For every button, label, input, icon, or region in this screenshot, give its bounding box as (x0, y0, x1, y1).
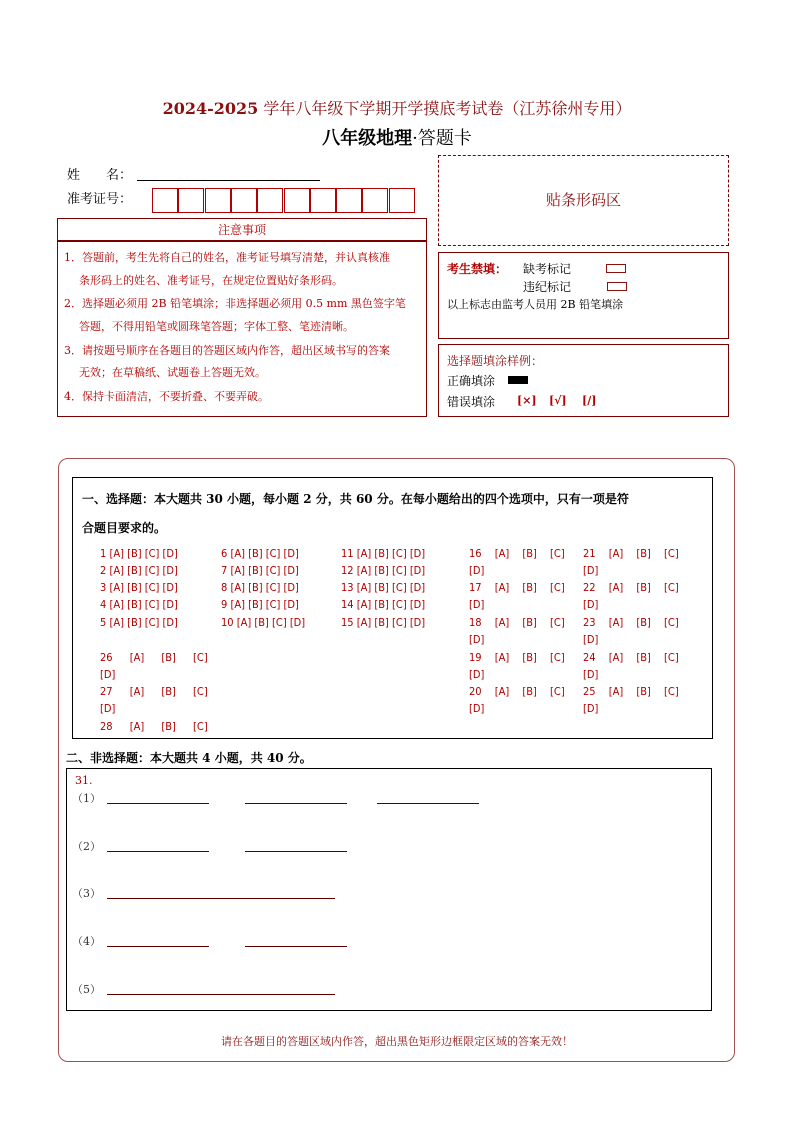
wrong-mark-x: [×] (517, 394, 537, 407)
notice-heading: 注意事项 (57, 218, 427, 241)
answer-blank[interactable] (107, 946, 209, 947)
id-digit-box[interactable] (205, 188, 231, 213)
answer-options[interactable]: [A] [B] [C] [D] (109, 598, 178, 611)
answer-options[interactable]: [A] [B] [C] [D] (356, 564, 426, 577)
question-14 (341, 596, 425, 613)
id-digit-box[interactable] (257, 188, 283, 213)
name-label: 姓 名： (67, 168, 133, 183)
answer-blank[interactable] (245, 851, 347, 852)
notice-line: 4．保持卡面清洁，不要折叠、不要弄破。 (64, 390, 269, 403)
question-number: 14 (341, 598, 354, 611)
answer-options[interactable]: [A] [B] [C] [D] (230, 564, 299, 577)
question-20 (469, 683, 579, 717)
answer-options[interactable]: [A] [B] [C] [D] (469, 616, 565, 646)
notice-line: 1．答题前，考生先将自己的姓名，准考证号填写清楚，并认真核准 (64, 251, 390, 264)
question-16 (469, 545, 579, 579)
question-2 (100, 562, 178, 579)
question-number: 20 (469, 685, 482, 698)
answer-blank[interactable] (107, 803, 209, 804)
answer-options[interactable]: [A] [B] [C] [D] (230, 547, 299, 560)
question-number: 5 (100, 616, 107, 629)
filled-mark-icon (508, 376, 528, 384)
barcode-area: 贴条形码区 (438, 155, 729, 246)
notice-line: 答题，不得用铅笔或圆珠笔答题；字体工整、笔迹清晰。 (79, 320, 354, 333)
subtitle-subject: 八年级地理 (322, 128, 413, 149)
correct-fill-label: 正确填涂 (447, 374, 496, 388)
question-number: 3 (100, 581, 107, 594)
question-number: 19 (469, 651, 482, 664)
question-27 (100, 683, 220, 717)
id-digit-box[interactable] (231, 188, 257, 213)
question-15 (341, 614, 425, 631)
wrong-mark-slash: [/] (582, 394, 597, 407)
question-23 (583, 614, 693, 648)
footer-warning: 请在各题目的答题区域内作答，超出黑色矩形边框限定区域的答案无效！ (221, 1035, 573, 1048)
question-4 (100, 596, 178, 613)
question-number: 28 (100, 720, 113, 733)
violation-label: 违纪标记 (523, 280, 572, 294)
part-label: （1） (72, 792, 101, 805)
question-7 (221, 562, 299, 579)
answer-options[interactable]: [A] [B] [C] [D] (356, 547, 426, 560)
forbidden-note: 以上标志由监考人员用 2B 铅笔填涂 (447, 298, 624, 311)
answer-options[interactable]: [A] [B] [C] [D] (469, 685, 565, 715)
question-number: 4 (100, 598, 107, 611)
question-number: 23 (583, 616, 596, 629)
question-number: 9 (221, 598, 228, 611)
id-digit-box[interactable] (178, 188, 204, 213)
wrong-fill-label: 错误填涂 (447, 395, 496, 409)
answer-options[interactable]: [A] [B] [C] [D] (356, 581, 426, 594)
exam-title (0, 96, 794, 119)
answer-options[interactable]: [A] [B] [C] [D] (109, 564, 178, 577)
id-digit-box[interactable] (152, 188, 178, 213)
answer-blank[interactable] (107, 851, 209, 852)
question-number: 8 (221, 581, 228, 594)
question-10 (221, 614, 305, 631)
question-number: 21 (583, 547, 596, 560)
answer-options[interactable]: [A] [B] [C] [D] (583, 685, 679, 715)
notice-line: 无效；在草稿纸、试题卷上答题无效。 (79, 366, 266, 379)
question-number: 17 (469, 581, 482, 594)
question-number: 27 (100, 685, 113, 698)
exam-subtitle (0, 124, 794, 150)
title-year: 2024-2025 (162, 99, 259, 118)
id-digit-box[interactable] (310, 188, 336, 213)
answer-options[interactable]: [A] [B] [C] [D] (356, 598, 426, 611)
question-28 (100, 718, 220, 735)
section1-title: 一、选择题：本大题共 30 小题，每小题 2 分，共 60 分。在每小题给出的四个选项中，只有一项是符 (82, 492, 629, 506)
wrong-mark-check: [√] (549, 394, 567, 407)
question-number: 25 (583, 685, 596, 698)
question-3 (100, 579, 178, 596)
answer-options[interactable]: [A] [B] [C] [D] (230, 598, 299, 611)
question-21 (583, 545, 693, 579)
notice-line: 3．请按题号顺序在各题目的答题区域内作答，超出区域书写的答案 (64, 344, 390, 357)
question-number: 12 (341, 564, 354, 577)
question-13 (341, 579, 425, 596)
answer-options[interactable]: [A] [B] [C] [D] (236, 616, 306, 629)
question-25 (583, 683, 693, 717)
answer-options[interactable]: [A] [B] [C] [D] (469, 651, 565, 681)
answer-blank[interactable] (107, 898, 335, 899)
question-26 (100, 649, 220, 683)
answer-options[interactable]: [A] [B] [C] (129, 720, 208, 733)
answer-blank[interactable] (377, 803, 479, 804)
question-number: 7 (221, 564, 228, 577)
answer-options[interactable]: [A] [B] [C] [D] (583, 547, 679, 577)
question-6 (221, 545, 299, 562)
question-19 (469, 649, 579, 683)
question-9 (221, 596, 299, 613)
part-label: （5） (72, 983, 101, 996)
answer-options[interactable]: [A] [B] [C] [D] (356, 616, 426, 629)
forbidden-label: 考生禁填： (447, 262, 508, 276)
answer-options[interactable]: [A] [B] [C] [D] (583, 616, 679, 646)
answer-options[interactable]: [A] [B] [C] [D] (100, 651, 208, 681)
question-number: 24 (583, 651, 596, 664)
question-number: 6 (221, 547, 228, 560)
question-number: 13 (341, 581, 354, 594)
answer-options[interactable]: [A] [B] [C] [D] (583, 581, 679, 611)
answer-options[interactable]: [A] [B] [C] [D] (109, 581, 178, 594)
subtitle-card: ·答题卡 (412, 128, 472, 149)
answer-blank[interactable] (245, 803, 347, 804)
part-label: （2） (72, 840, 101, 853)
answer-options[interactable]: [A] [B] [C] [D] (230, 581, 299, 594)
question-22 (583, 579, 693, 613)
fill-example-title: 选择题填涂样例： (447, 354, 544, 368)
question-number: 18 (469, 616, 482, 629)
notice-line: 条形码上的姓名、准考证号，在规定位置贴好条形码。 (79, 274, 343, 287)
question-number: 11 (341, 547, 354, 560)
question-number: 15 (341, 616, 354, 629)
answer-options[interactable]: [A] [B] [C] [D] (109, 616, 178, 629)
id-digit-box[interactable] (362, 188, 388, 213)
answer-options[interactable]: [A] [B] [C] [D] (109, 547, 178, 560)
violation-checkbox[interactable] (607, 282, 627, 291)
notice-line: 2．选择题必须用 2B 铅笔填涂；非选择题必须用 0.5 mm 黑色签字笔 (64, 297, 406, 310)
question-5 (100, 614, 178, 631)
title-text: 学年八年级下学期开学摸底考试卷（江苏徐州专用） (258, 99, 632, 118)
question-number: 26 (100, 651, 113, 664)
question-number: 1 (100, 547, 107, 560)
answer-options[interactable]: [A] [B] [C] [D] (469, 581, 565, 611)
question-8 (221, 579, 299, 596)
question-12 (341, 562, 425, 579)
question-number: 22 (583, 581, 596, 594)
question-18 (469, 614, 579, 648)
part-label: （3） (72, 887, 101, 900)
section2-box (66, 768, 712, 1011)
id-digit-box[interactable] (336, 188, 362, 213)
question-1 (100, 545, 178, 562)
absent-checkbox[interactable] (606, 264, 626, 273)
question-number: 16 (469, 547, 482, 560)
answer-options[interactable]: [A] [B] [C] [D] (100, 685, 208, 715)
question-number: 2 (100, 564, 107, 577)
answer-blank[interactable] (107, 994, 335, 995)
answer-blank[interactable] (245, 946, 347, 947)
name-field[interactable] (137, 180, 320, 181)
question-31-label: 31. (75, 774, 93, 787)
section1-title-cont: 合题目要求的。 (82, 521, 167, 535)
id-digit-box[interactable] (284, 188, 310, 213)
id-label: 准考证号： (67, 192, 133, 207)
id-digit-box[interactable] (389, 188, 415, 213)
absent-label: 缺考标记 (523, 262, 572, 276)
question-11 (341, 545, 425, 562)
question-17 (469, 579, 579, 613)
answer-options[interactable]: [A] [B] [C] [D] (469, 547, 565, 577)
question-number: 10 (221, 616, 234, 629)
section2-title: 二、非选择题：本大题共 4 小题，共 40 分。 (66, 751, 312, 765)
question-24 (583, 649, 693, 683)
part-label: （4） (72, 935, 101, 948)
answer-options[interactable]: [A] [B] [C] [D] (583, 651, 679, 681)
